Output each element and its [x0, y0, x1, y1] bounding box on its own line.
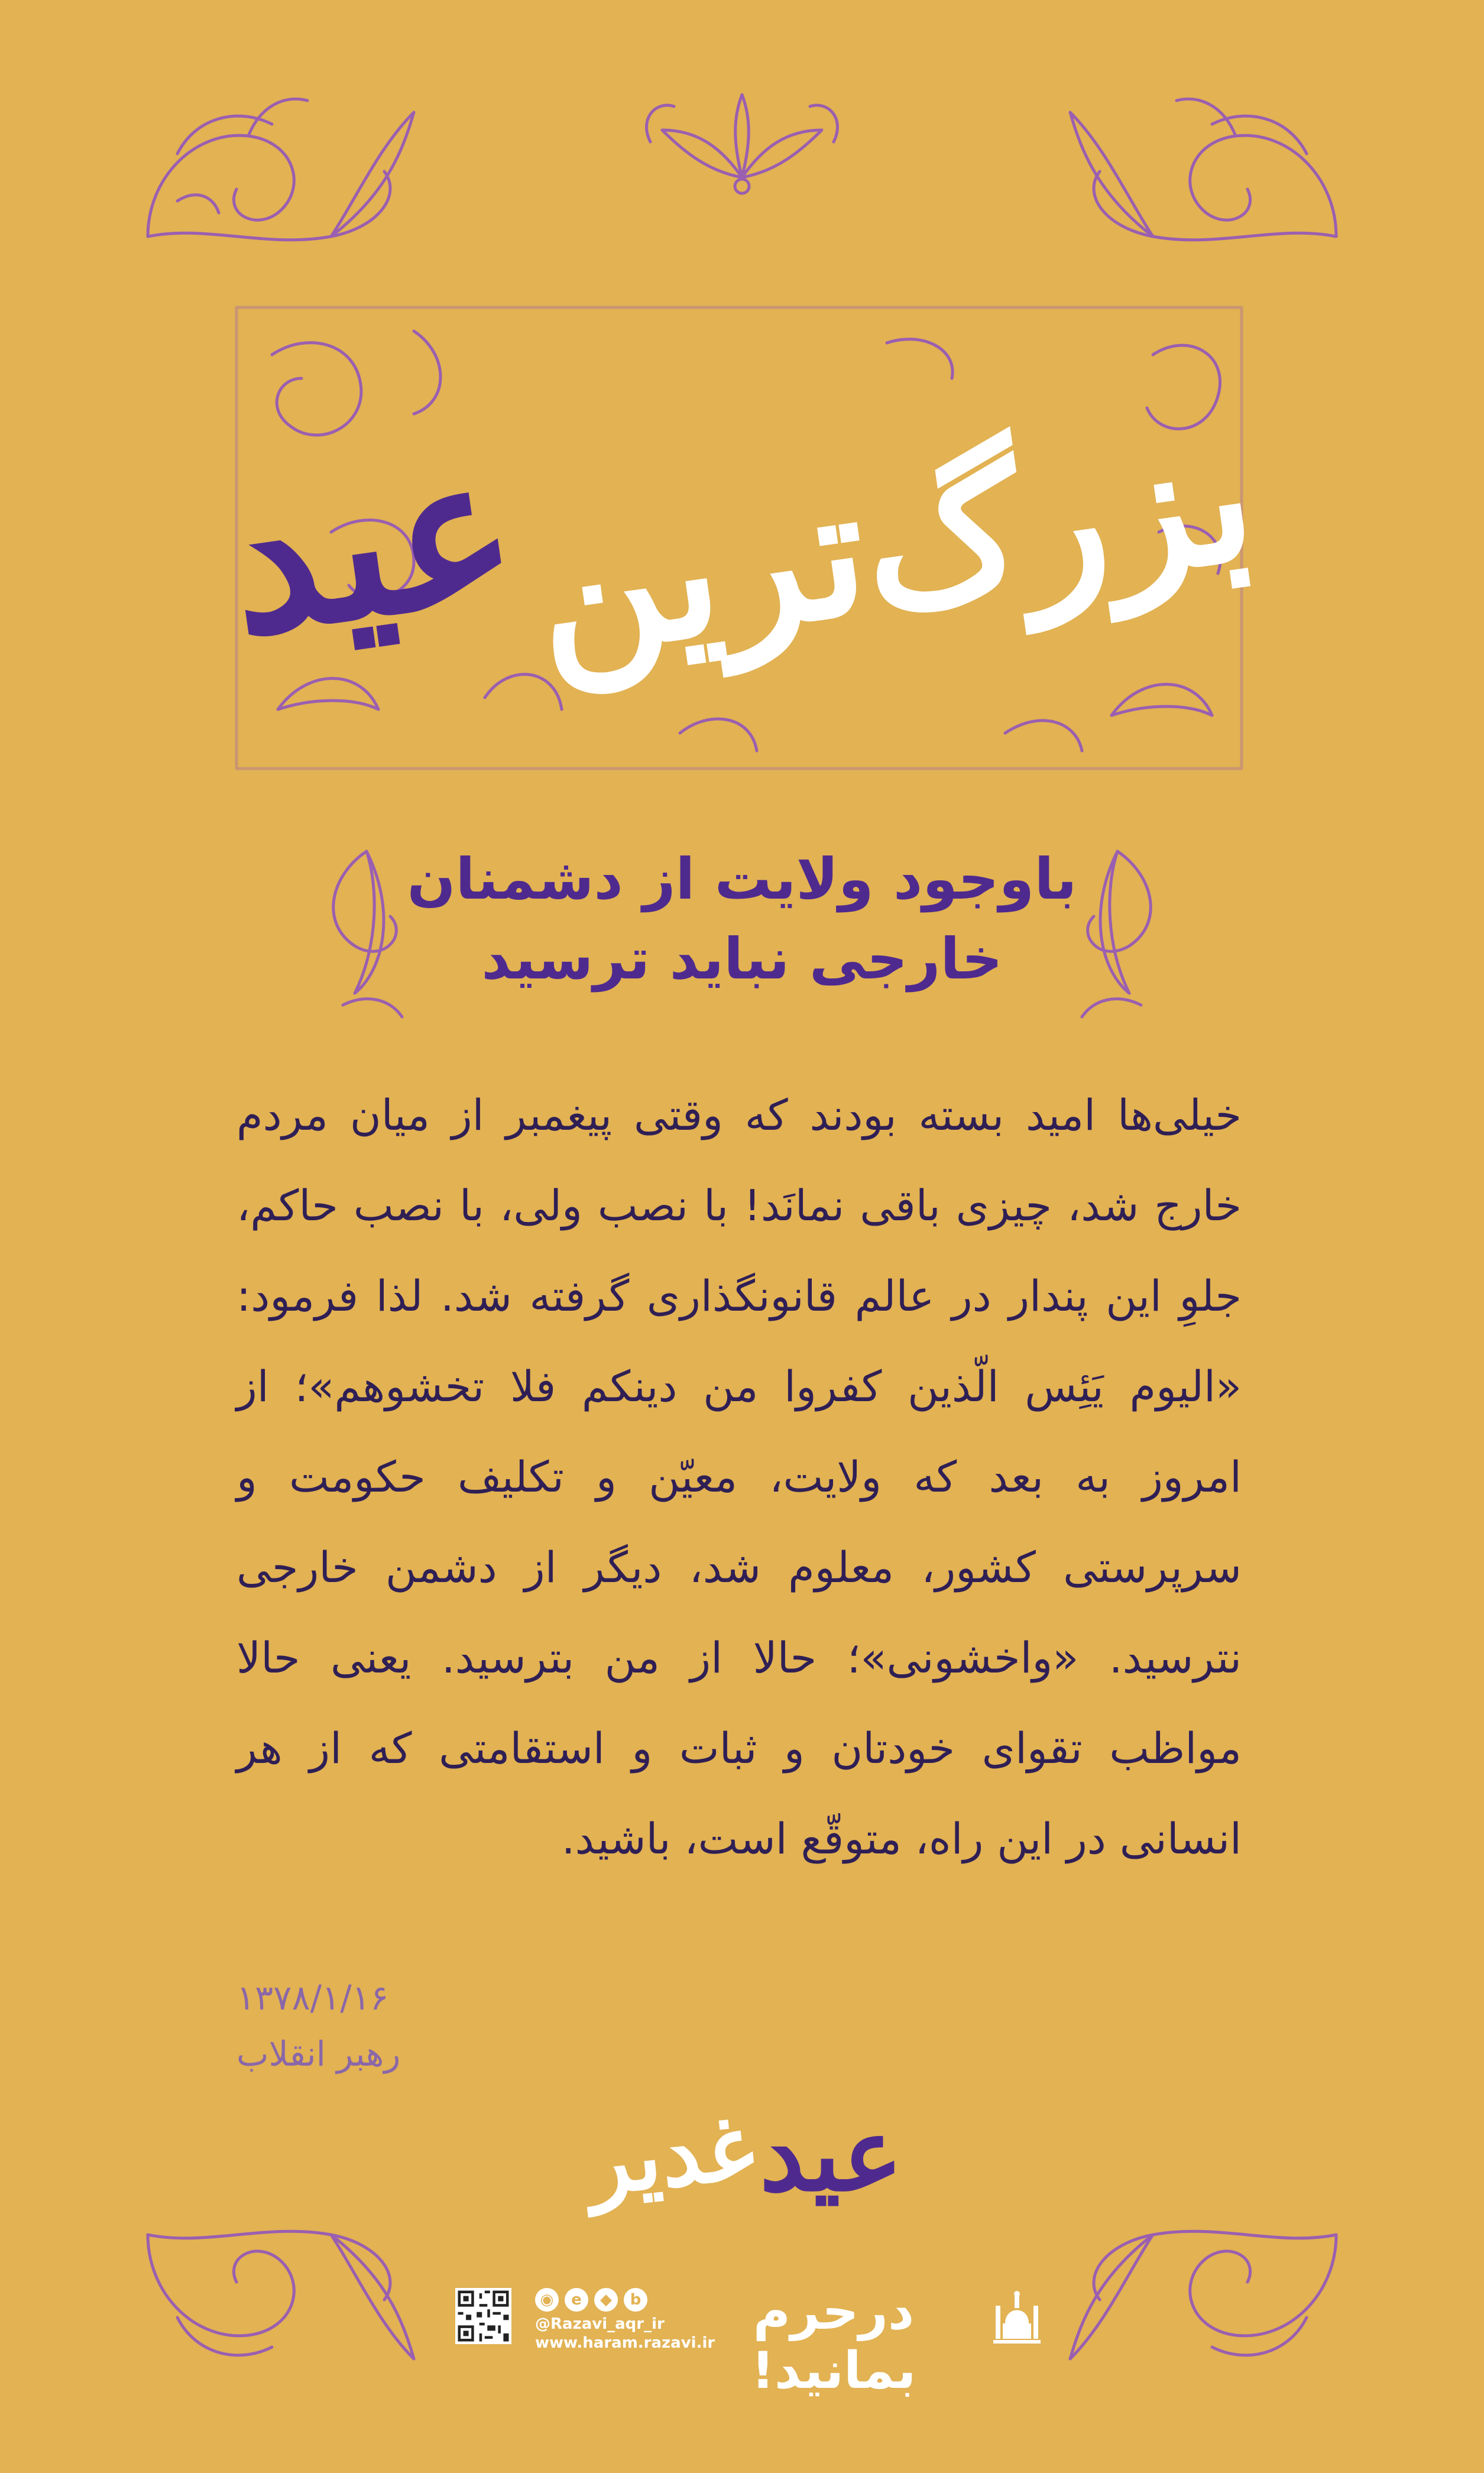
quote-author: رهبر انقلاب [236, 2034, 401, 2074]
social-links [535, 2288, 715, 2353]
hero-title-word-2: عید [213, 407, 530, 681]
bottom-right-flourish-icon [1070, 2231, 1336, 2359]
top-center-flourish-icon [647, 95, 838, 193]
shrine-logo-icon [981, 2282, 1052, 2353]
top-right-flourish-icon [1070, 99, 1336, 240]
bottom-left-flourish-icon [148, 2231, 414, 2359]
website-link[interactable]: www.haram.razavi.ir [535, 2334, 715, 2352]
qr-code-icon [455, 2288, 511, 2344]
quote-date: ۱۳۷۸/۱/۱۶ [236, 1978, 389, 2018]
hero-title-word-1: بزرگ‌ترین [521, 390, 1267, 698]
eitaa-icon[interactable]: e [565, 2288, 588, 2312]
event-logo-word-1: عید [759, 2096, 903, 2214]
top-left-flourish-icon [148, 99, 414, 240]
headline [367, 840, 1117, 999]
eid-ghadir-logo [520, 2087, 970, 2223]
footer-slogan: درحرم بمانید! [751, 2282, 916, 2400]
headline-line-2: خارجی نباید ترسید [481, 926, 1003, 992]
event-logo-word-2: غدیر [582, 2094, 759, 2216]
social-handle[interactable]: @Razavi_aqr_ir [535, 2315, 665, 2333]
rubika-icon[interactable]: ◆ [594, 2288, 618, 2312]
quote-body: خیلی‌ها امید بسته بودند که وقتی پیغمبر از میان مردم خارج شد، چیزی باقی نمانَد! با نصب ولی، با نصب حاکم، جلوِ این پندار در عالم قانونگذاری گرفته شد. لذا فرمود: «الیوم یَئِس الّذین کفروا من دینکم فلا تخشوهم»؛ از امروز به بعد که ولایت، معیّن و تکلیف حکومت و سرپرستی کشور، معلوم شد، دیگر از دشمن خارجی نترسید. «واخشونی»؛ حالا از من بترسید. یعنی حالا مواظب تقوای خودتان و ثبات و استقامتی که از هر انسانی در این راه، متوقّع است، باشید. [236, 1090, 1242, 1863]
aparat-icon[interactable]: ◉ [535, 2288, 559, 2312]
social-icons [535, 2288, 689, 2312]
bale-icon[interactable]: b [624, 2288, 647, 2312]
hero-title [213, 307, 1271, 780]
headline-line-1: باوجود ولایت از دشمنان [407, 846, 1077, 912]
